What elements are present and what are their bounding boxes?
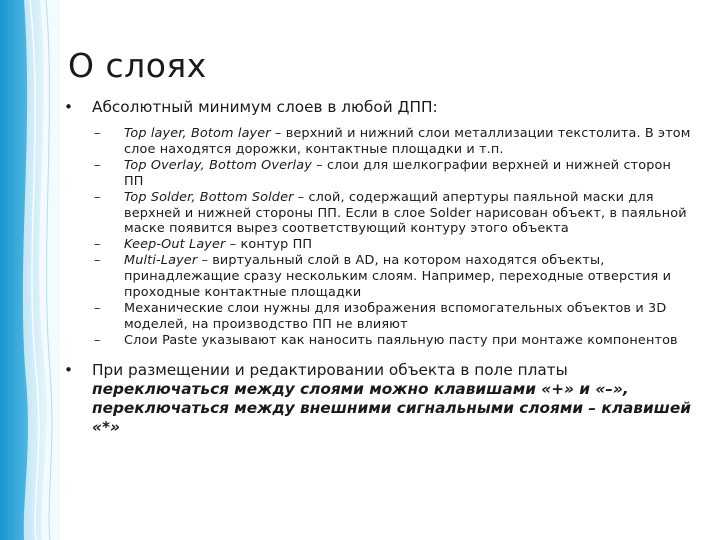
layer-name: Multi-Layer: [124, 253, 198, 269]
bullet-text: Абсолютный минимум слоев в любой ДПП:: [92, 98, 438, 116]
layer-name: Keep-Out Layer: [124, 237, 226, 253]
bullet-text: При размещении и редактировании объекта в поле платы: [92, 360, 568, 379]
layer-name: Top Solder, Bottom Solder: [124, 189, 294, 205]
dash-icon: –: [94, 189, 101, 205]
dash-icon: –: [94, 237, 101, 253]
list-item: [94, 253, 694, 301]
bullet-emphasis: переключаться между слоями можно клавишами «+» и «–», переключаться между внешними сигнальными слоями – клавишей «*»: [92, 379, 692, 436]
slide-title: О слоях: [68, 46, 207, 85]
layer-description: – слой, содержащий апертуры паяльной маски для верхней и нижней стороны ПП. Если в слое Solder нарисован объект, в паяльной маске появится вырез соответствующий контуру этого объекта: [124, 189, 687, 237]
list-item: [94, 158, 694, 190]
dash-icon: –: [94, 332, 101, 348]
layer-name: Top layer, Botom layer: [124, 126, 271, 141]
layer-description: – контур ПП: [225, 237, 313, 253]
layer-description: – верхний и нижний слои металлизации текстолита. В этом слое находятся дорожки, контактные площадки и т.п.: [124, 126, 691, 157]
list-item: [94, 333, 694, 349]
decorative-side-bar: [0, 0, 60, 540]
list-item: [94, 190, 694, 238]
bullet-item-layers-minimum: [64, 98, 694, 117]
layer-description: Слои Paste указывают как наносить паяльную пасту при монтаже компонентов: [124, 332, 678, 348]
list-item: [94, 301, 694, 333]
list-item: [94, 126, 694, 158]
layer-description: – слои для шелкографии верхней и нижней сторон ПП: [124, 157, 672, 189]
bullet-icon: •: [64, 98, 74, 116]
bullet-item-switching-layers: [64, 361, 694, 437]
dash-icon: –: [94, 126, 101, 141]
layer-description: – виртуальный слой в AD, на котором находятся объекты, принадлежащие сразу нескольким слоям. Например, переходные отверстия и проходные контактные площадки: [124, 253, 672, 301]
slide-content: [64, 98, 694, 437]
list-item: [94, 237, 694, 253]
layer-description: Механические слои нужны для изображения вспомогательных объектов и 3D моделей, на производство ПП не влияют: [124, 300, 667, 332]
dash-icon: –: [94, 157, 101, 173]
layer-name: Top Overlay, Bottom Overlay: [124, 157, 312, 173]
layer-list: [94, 126, 694, 349]
dash-icon: –: [94, 300, 101, 316]
dash-icon: –: [94, 253, 101, 269]
bullet-icon: •: [64, 360, 74, 379]
